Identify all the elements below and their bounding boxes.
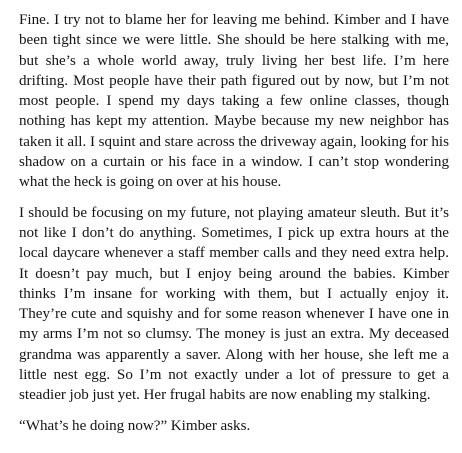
paragraph-2: I should be focusing on my future, not playing amateur sleuth. But it’s not like I don’t do anything. Sometimes, I pick up extra hours at the local daycare whenever a staff member calls and they need extra help. It doesn’t pay much, but I enjoy being around the babies. Kimber thinks I’m insane for working with them, but I actually enjoy it. They’re cute and squishy and for some reason whenever I have one in my arms I’m not so clumsy. The money is just an extra. My deceased grandma was apparently a saver. Along with her house, she left me a little nest egg. So I’m not exactly under a lot of pressure to get a steadier job just yet. Her frugal habits are now enabling my stalking. xyxy=(19,204,449,404)
paragraph-3-dialogue: “What’s he doing now?” Kimber asks. xyxy=(19,417,251,434)
paragraph-1: Fine. I try not to blame her for leaving me behind. Kimber and I have been tight since we were little. She should be here stalking with me, but she’s a whole world away, truly living her best life. I’m here drifting. Most people have their path figured out by now, but I’m not most people. I spend my days taking a few online classes, though nothing has kept my attention. Maybe because my new neighbor has taken it all. I squint and stare across the driveway again, looking for his shadow on a curtain or his face in a window. I can’t stop wondering what the heck is going on over at his house. xyxy=(19,12,449,191)
